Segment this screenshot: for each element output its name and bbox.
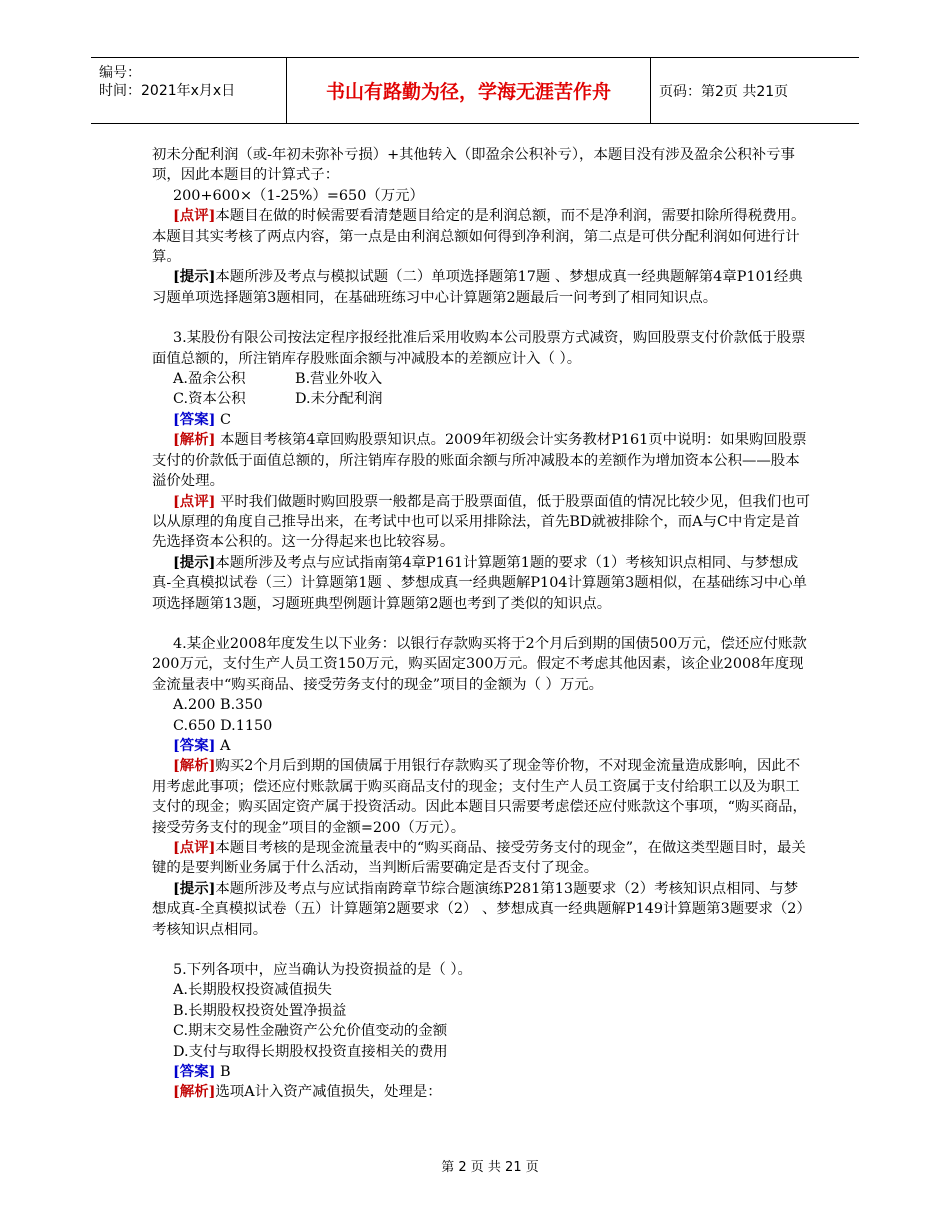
answer-text: B xyxy=(215,1064,231,1081)
analysis-paragraph xyxy=(152,1082,812,1102)
page-header xyxy=(91,57,859,124)
review-text: 本题目在做的时候需要看清楚题目给定的是利润总额，而不是净利润，需要扣除所得税费用。本题目其实考核了两点内容，第一点是由利润总额如何得到净利润，第二点是可供分配利润如何进行计算。 xyxy=(152,208,806,266)
review-text: 平时我们做题时购回股票一般都是高于股票面值，低于股票面值的情况比较少见，但我们也可以从原理的角度自己推导出来，在考试中也可以采用排除法，首先BD就被排除个，而A与C中肯定是首先选择资本公积的。这一分得起来也比较容易。 xyxy=(152,493,810,551)
answer-tag: [答案] xyxy=(173,410,216,428)
review-paragraph xyxy=(152,492,812,553)
header-meta xyxy=(91,58,287,123)
answer-line xyxy=(152,1062,812,1082)
question-3-options-cd xyxy=(152,389,812,409)
question-5-stem: 5.下列各项中，应当确认为投资损益的是（ ）。 xyxy=(173,962,472,979)
hint-tag: [提示] xyxy=(173,268,216,286)
answer-text: A xyxy=(215,737,231,754)
answer-tag: [答案] xyxy=(173,736,216,754)
formula-line: 200+600×（1-25%）=650（万元） xyxy=(173,187,424,204)
option-a: A.盈余公积 xyxy=(173,371,246,388)
hint-tag: [提示] xyxy=(173,879,216,897)
analysis-paragraph xyxy=(152,430,812,491)
question-3-stem: 3.某股份有限公司按法定程序报经批准后采用收购本公司股票方式减资，购回股票支付价款低于股票面值总额的，所注销库存股账面余额与冲减股本的差额应计入（ ）。 xyxy=(152,330,806,367)
hint-paragraph xyxy=(152,879,812,940)
option-d: D.未分配利润 xyxy=(295,391,383,408)
page-footer: 第 2 页 共 21 页 xyxy=(441,1160,539,1175)
header-page-info: 页码：第2页 共21页 xyxy=(659,83,789,100)
answer-line xyxy=(152,410,812,430)
option-c: C.期末交易性金融资产公允价值变动的金额 xyxy=(173,1023,448,1040)
paragraph: 初未分配利润（或-年初未弥补亏损）+其他转入（即盈余公积补亏），本题目没有涉及盈余公积补亏事项，因此本题目的计算式子： xyxy=(152,147,795,184)
review-tag: [点评] xyxy=(173,839,216,856)
answer-line xyxy=(152,736,812,756)
hint-text: 本题所涉及考点与应试指南第4章P161计算题第1题的要求（1）考核知识点相同、与梦想成真-全真模拟试卷（三）计算题第1题 、梦想成真一经典题解P104计算题第3题相似，在基础练习中心单项选择题第13题，习题班典型例题计算题第2题也考到了类似的知识点。 xyxy=(152,554,807,612)
review-text: 本题目考核的是现金流量表中的“购买商品、接受劳务支付的现金”，在做这类型题目时，最关键的是要判断业务属于什么活动，当判断后需要确定是否支付了现金。 xyxy=(152,840,806,877)
header-time-label: 时间：2021年x月x日 xyxy=(99,83,236,99)
hint-paragraph xyxy=(152,553,812,614)
analysis-tag: [解析] xyxy=(173,431,216,449)
review-tag: [点评] xyxy=(173,207,216,225)
header-number-label: 编号： xyxy=(99,65,141,81)
hint-tag: [提示] xyxy=(173,553,216,571)
review-paragraph xyxy=(152,206,812,267)
option-a: A.长期股权投资减值损失 xyxy=(173,982,332,999)
answer-text: C xyxy=(215,411,231,428)
option-b: B.长期股权投资处置净损益 xyxy=(173,1002,347,1019)
question-4-options-ab: A.200 B.350 xyxy=(173,697,263,714)
analysis-tag: [解析] xyxy=(173,757,216,775)
answer-tag: [答案] xyxy=(173,1063,216,1081)
review-tag: [点评] xyxy=(173,492,216,510)
analysis-tag: [解析] xyxy=(173,1083,216,1101)
question-4-options-cd: C.650 D.1150 xyxy=(173,717,273,734)
question-4-stem: 4.某企业2008年度发生以下业务：以银行存款购买将于2个月后到期的国债500万元，偿还应付账款200万元，支付生产人员工资150万元，购买固定300万元。假定不考虑其他因素，该企业2008年度现金流量表中“购买商品、接受劳务支付的现金”项目的金额为（ ）万元。 xyxy=(152,635,807,693)
analysis-text: 选项A计入资产减值损失，处理是： xyxy=(215,1084,442,1101)
option-c: C.资本公积 xyxy=(173,391,246,408)
option-b: B.营业外收入 xyxy=(295,371,383,388)
analysis-text: 购买2个月后到期的国债属于用银行存款购买了现金等价物，不对现金流量造成影响，因此不用考虑此事项；偿还应付账款属于购买商品支付的现金；支付生产人员工资属于支付给职工以及为职工支付的现金；购买固定资产属于投资活动。因此本题目只需要考虑偿还应付账款这个事项，“购买商品，接受劳务支付的现金”项目的金额=200（万元）。 xyxy=(152,758,807,836)
hint-paragraph xyxy=(152,267,812,308)
analysis-paragraph xyxy=(152,756,812,838)
hint-text: 本题所涉及考点与模拟试题（二）单项选择题第17题 、梦想成真一经典题解第4章P101经典习题单项选择题第3题相同，在基础班练习中心计算题第2题最后一问考到了相同知识点。 xyxy=(152,269,803,306)
question-3-options-ab xyxy=(152,369,812,389)
analysis-text: 本题目考核第4章回购股票知识点。2009年初级会计实务教材P161页中说明：如果购回股票支付的价款低于面值总额的，所注销库存股的账面余额与所冲减股本的差额作为增加资本公积——股本溢价处理。 xyxy=(152,432,807,490)
option-d: D.支付与取得长期股权投资直接相关的费用 xyxy=(173,1043,448,1060)
header-motto: 书山有路勤为径，学海无涯苦作舟 xyxy=(287,58,651,123)
hint-text: 本题所涉及考点与应试指南跨章节综合题演练P281第13题要求（2）考核知识点相同、与梦想成真-全真模拟试卷（五）计算题第2题要求（2） 、梦想成真一经典题解P149计算题第3题要求（2）考核知识点相同。 xyxy=(152,880,811,938)
document-body xyxy=(152,145,812,1103)
review-paragraph xyxy=(152,838,812,879)
